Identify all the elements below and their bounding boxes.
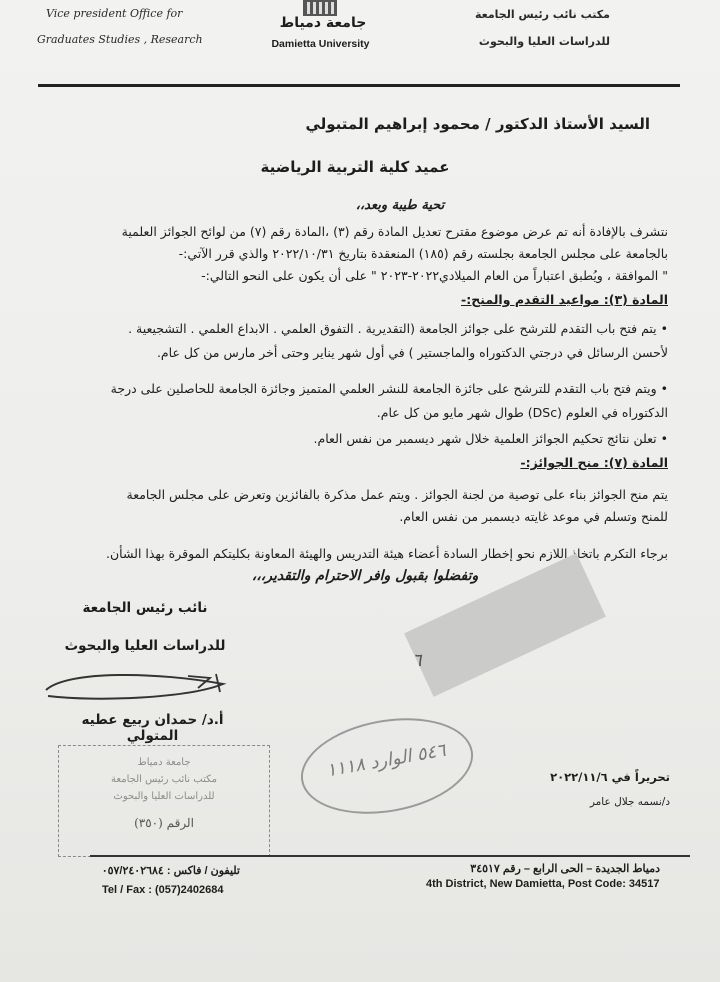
addressee-position: عميد كلية التربية الرياضية [260, 158, 450, 176]
header-rule [38, 84, 680, 87]
stamp-line-2: مكتب نائب رئيس الجامعة [111, 774, 217, 785]
addressee: السيد الأستاذ الدكتور / محمود إبراهيم المتبولي [305, 115, 650, 133]
official-stamp [58, 745, 270, 857]
registration-mark: ٥٤٦ الوارد ١١١٨ [324, 739, 448, 782]
footer-address-en: 4th District, New Damietta, Post Code: 34517 [426, 878, 660, 890]
body-line-3: " الموافقة ، ويُطبق اعتباراً من العام الميلادي٢٠٢٢-٢٠٢٣ " على أن يكون على النحو التالي:- [201, 268, 668, 283]
article3-title: المادة (٣): مواعيد التقدم والمنح:- [461, 292, 668, 307]
handwritten-small-mark: ٦ [412, 650, 422, 671]
article3-item-3: • تعلن نتائج تحكيم الجوائز العلمية خلال شهر ديسمبر من نفس العام. [313, 431, 668, 446]
registration-oval [293, 706, 480, 827]
article3-item-2-cont: الدكتوراه في العلوم (DSc) طوال شهر مايو من كل عام. [376, 405, 668, 420]
stamp-number: الرقم (٣٥٠) [134, 816, 194, 830]
writer-line: د/نسمه جلال عامر [589, 796, 670, 808]
greeting: تحية طيبة وبعد،، [355, 198, 445, 213]
request-line: برجاء التكرم باتخاذ اللازم نحو إخطار السادة أعضاء هيئة التدريس والهيئة المعاونة بكليتكم الموقرة بهذا الشأن. [106, 546, 668, 561]
signature-title-2: للدراسات العليا والبحوث [64, 638, 226, 654]
stamp-line-1: جامعة دمياط [137, 757, 191, 768]
footer-phone-ar: تليفون / فاكس : ٠٥٧/٢٤٠٢٦٨٤ [101, 865, 240, 877]
date-line: تحريراً في ٢٠٢٢/١١/٦ [550, 770, 670, 784]
closing: وتفضلوا بقبول وافر الاحترام والتقدير،،، [251, 568, 479, 584]
footer-phone-en: Tel / Fax : (057)2402684 [102, 884, 224, 896]
body-line-1: نتشرف بالإفادة أنه تم عرض موضوع مقترح تعديل المادة رقم (٣) ،المادة رقم (٧) من لوائح الجوائز العلمية [121, 224, 668, 239]
handwritten-signature [38, 662, 248, 707]
footer-rule [90, 855, 690, 857]
university-name-en: Damietta University [271, 38, 370, 50]
signature-title-1: نائب رئيس الجامعة [82, 600, 208, 616]
article7-line-1: يتم منح الجوائز بناء على توصية من لجنة الجوائز . ويتم عمل مذكرة بالفائزين وتعرض على مجلس الجامعة [126, 487, 668, 502]
header-en-dept: Graduates Studies , Research [37, 33, 203, 46]
footer-address-ar: دمياط الجديدة – الحى الرابع – رقم ٣٤٥١٧ [470, 863, 660, 875]
header-ar-office: مكتب نائب رئيس الجامعة [474, 8, 610, 21]
article3-item-2: • ويتم فتح باب التقدم للترشح على جائزة الجامعة للنشر العلمي المتميز وجائزة الجامعة للحاصلين على درجة [110, 381, 668, 396]
article3-item-1-cont: لأحسن الرسائل في درجتي الدكتوراه والماجستير ) في أول شهر يناير وحتى أخر مارس من كل عام. [156, 345, 668, 360]
header-en-office: Vice president Office for [46, 7, 183, 20]
article7-line-2: للمنح وتسلم في موعد غايته ديسمبر من نفس العام. [399, 509, 668, 524]
university-name-ar: جامعة دمياط [279, 15, 367, 31]
body-line-2: بالجامعة على مجلس الجامعة بجلسته رقم (١٨٥) المنعقدة بتاريخ ٢٠٢٢/١٠/٣١ والذي قرر الآتي:- [178, 246, 668, 261]
signature-name: أ.د/ حمدان ربيع عطيه المتولي [81, 712, 224, 744]
header-ar-dept: للدراسات العليا والبحوث [478, 35, 610, 48]
signature-scribble-icon [38, 662, 248, 707]
stamp-line-3: للدراسات العليا والبحوث [113, 791, 215, 802]
article3-item-1: • يتم فتح باب التقدم للترشح على جوائز الجامعة (التقديرية . التفوق العلمي . الابداع العلمي . التشجيعية . [128, 321, 668, 336]
article7-title: المادة (٧): منح الجوائز:- [520, 455, 668, 470]
